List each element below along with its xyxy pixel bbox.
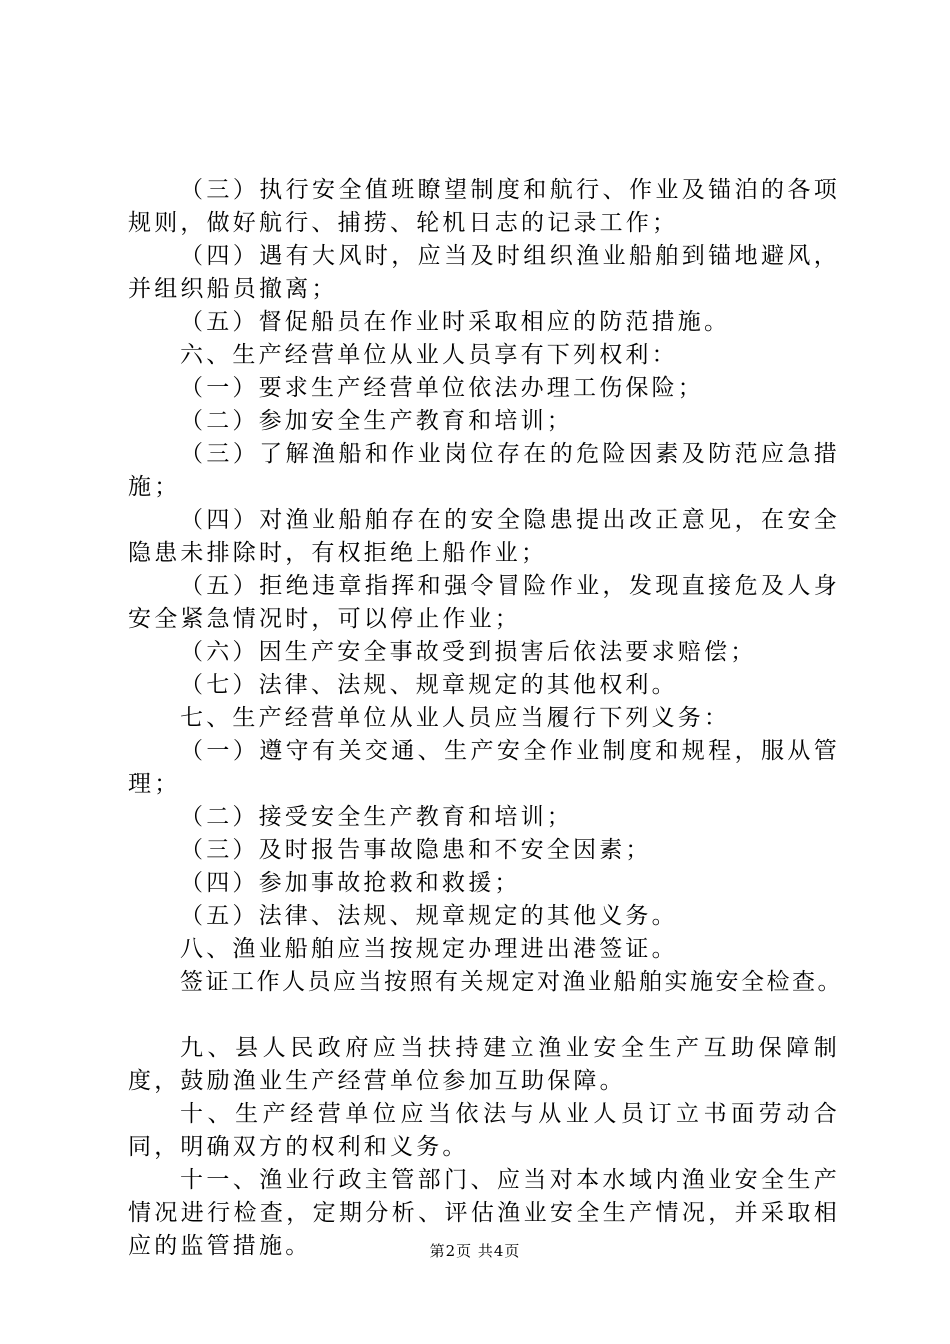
blank-line [128,999,840,1032]
section-heading: 十一、渔业行政主管部门、应当对本水域内渔业安全生产情况进行检查，定期分析、评估渔业安全生产情况，并采取相应的监管措施。 [128,1167,840,1259]
paragraph: （二）接受安全生产教育和培训； [180,804,573,830]
paragraph: （四）对渔业船舶存在的安全隐患提出改正意见，在安全隐患未排除时，有权拒绝上船作业； [128,507,840,566]
section-heading: 九、县人民政府应当扶持建立渔业安全生产互助保障制度，鼓励渔业生产经营单位参加互助保障。 [128,1035,840,1094]
paragraph: （三）了解渔船和作业岗位存在的危险因素及防范应急措施； [128,441,840,500]
paragraph: （四）遇有大风时，应当及时组织渔业船舶到锚地避风，并组织船员撤离； [128,243,840,302]
section-heading: 八、渔业船舶应当按规定办理进出港签证。 [180,936,678,962]
paragraph: （四）参加事故抢救和救援； [180,870,521,896]
document-body [128,174,843,1263]
paragraph: （五）督促船员在作业时采取相应的防范措施。 [180,309,731,335]
paragraph: （五）法律、法规、规章规定的其他义务。 [180,903,678,929]
paragraph: （六）因生产安全事故受到损害后依法要求赔偿； [180,639,757,665]
paragraph: （五）拒绝违章指挥和强令冒险作业，发现直接危及人身安全紧急情况时，可以停止作业； [128,573,840,632]
section-heading: 七、生产经营单位从业人员应当履行下列义务： [180,705,731,731]
paragraph: （七）法律、法规、规章规定的其他权利。 [180,672,678,698]
page-number-footer: 第2页 共4页 [429,1242,521,1260]
paragraph: （一）要求生产经营单位依法办理工伤保险； [180,375,704,401]
paragraph: （一）遵守有关交通、生产安全作业制度和规程，服从管理； [128,738,840,797]
section-heading: 六、生产经营单位从业人员享有下列权利： [180,342,678,368]
paragraph: 签证工作人员应当按照有关规定对渔业船舶实施安全检查。 [180,969,843,995]
section-heading: 十、生产经营单位应当依法与从业人员订立书面劳动合同，明确双方的权利和义务。 [128,1101,840,1160]
paragraph: （三）及时报告事故隐患和不安全因素； [180,837,652,863]
paragraph: （三）执行安全值班瞭望制度和航行、作业及锚泊的各项规则，做好航行、捕捞、轮机日志的记录工作； [128,177,840,236]
paragraph: （二）参加安全生产教育和培训； [180,408,573,434]
